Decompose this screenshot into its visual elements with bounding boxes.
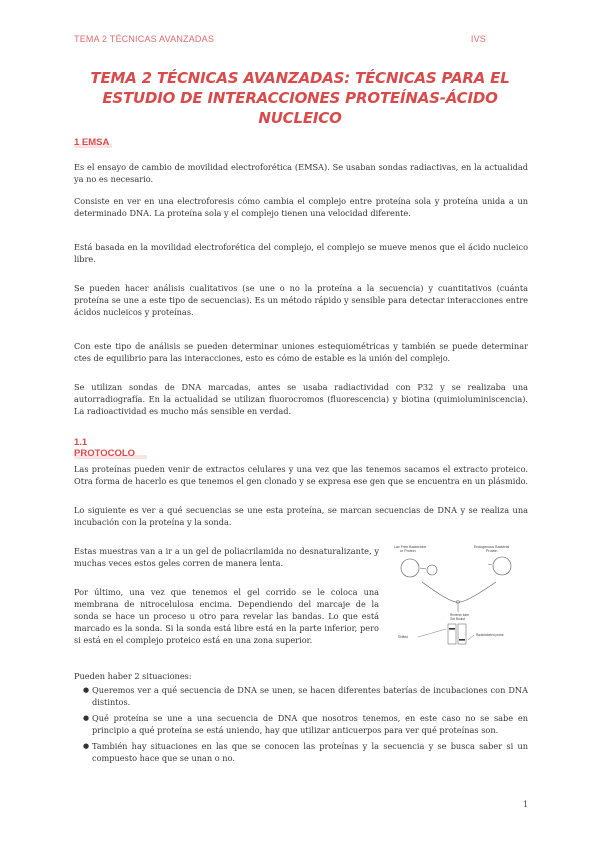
paragraph-8: Lo siguiente es ver a qué secuencias se une esta proteína, se marcan secuencias de DNA y se realiza una incubación con la proteína y la sonda. xyxy=(74,505,528,527)
gel-band-shifted xyxy=(449,628,455,630)
bullet-dot: ● xyxy=(83,742,90,750)
fig-label-right-1: Endogenous Bacterial xyxy=(474,545,510,549)
paragraph-11: Pueden haber 2 situaciones: xyxy=(74,671,192,681)
paragraph-4: Se pueden hacer análisis cualitativos (se une o no la proteína a la secuencia) y cuantitativos (cuánta proteína se une a este tipo de secuencias). Es un método rápido y sensible para detectar interacciones entre ácidos nucleicos y proteínas. xyxy=(74,283,528,317)
section-heading-emsa: 1 EMSA xyxy=(74,137,112,148)
paragraph-5: Con este tipo de análisis se pueden determinar uniones estequiométricas y también se puede determinar ctes de equilibrio para las interacciones, esto es cómo de estable es la unión del complejo. xyxy=(74,341,528,363)
paragraph-1: Es el ensayo de cambio de movilidad electroforética (EMSA). Se usaban sondas radiactivas, en la actualidad ya no es necesario. xyxy=(74,162,528,184)
fig-caption-1: Reverse tube xyxy=(450,613,469,617)
section-heading-protocolo: 1.1 PROTOCOLO xyxy=(74,437,147,459)
gel-lane-1 xyxy=(448,624,456,644)
arrow-right xyxy=(488,564,492,565)
bullet-item xyxy=(83,740,528,764)
bullet-text: Queremos ver a qué secuencia de DNA se unen, se hacen diferentes baterías de incubaciones con DNA distintos. xyxy=(92,685,528,707)
pointer-line-right xyxy=(468,635,474,640)
bullet-item xyxy=(83,684,528,708)
fig-label-bottom-left: Shifted xyxy=(398,635,408,639)
fig-label-left-1: Lac Free Bacteriobe xyxy=(394,545,427,549)
page-number: 1 xyxy=(522,800,528,809)
bullet-text: Qué proteína se une a una secuencia de DNA que nosotros tenemos, en este caso no se sabe en principio a qué proteína se está uniendo, hay que utilizar anticuerpos para ver qué proteínas son. xyxy=(92,713,528,735)
bullet-item xyxy=(83,712,528,736)
paragraph-2: Consiste en ver en una electroforesis cómo cambia el complejo entre proteína sola y proteína unida a un determinado DNA. La proteína sola y el complejo tienen una velocidad diferente. xyxy=(74,196,528,218)
running-header-right: IVS xyxy=(470,34,486,44)
bullet-text: También hay situaciones en las que se conocen las proteínas y la secuencia y se busca saber si un compuesto hace que se unan o no. xyxy=(92,741,528,763)
bullet-dot: ● xyxy=(83,714,90,722)
protein-circle xyxy=(427,565,437,575)
fig-label-bottom-right: Radiolabeled probe xyxy=(476,633,504,637)
running-header-left: TEMA 2 TÉCNICAS AVANZADAS xyxy=(74,34,215,44)
cell-circle-right xyxy=(493,557,511,575)
paragraph-10: Por último, una vez que tenemos el gel corrido se le coloca una membrana de nitrocelulosa encima. Dependiendo del marcaje de la sonda se hace un proceso u otro para revelar las bandas. Lo que está marcado es la sonda. Si la sonda está libre está en la parte inferior, pero si está en el complejo proteico está en una zona superior. xyxy=(74,587,379,645)
fig-label-left-2: or Protein xyxy=(400,549,416,553)
document-title: TEMA 2 TÉCNICAS AVANZADAS: TÉCNICAS PARA EL ESTUDIO DE INTERACCIONES PROTEÍNAS-ÁCIDO NUCLEICO xyxy=(90,69,510,127)
arrow-left xyxy=(420,568,426,569)
gel-band-free xyxy=(459,639,465,641)
pointer-line-left xyxy=(418,629,446,637)
fig-caption-2: Gel Bound xyxy=(450,617,466,621)
paragraph-9: Estas muestras van a ir a un gel de poliacrilamida no desnaturalizante, y muchas veces estos geles corren de manera lenta. xyxy=(74,546,379,568)
emsa-diagram xyxy=(392,542,524,652)
paragraph-7: Las proteínas pueden venir de extractos celulares y una vez que las tenemos sacamos el extracto proteico. Otra forma de hacerlo es que tenemos el gen clonado y se expresa ese gen que se encuentra en un plásmido. xyxy=(74,464,529,486)
convergence-curve xyxy=(422,582,496,602)
cell-circle-left xyxy=(401,559,419,577)
gel-lane-2 xyxy=(458,624,466,644)
fig-label-right-2: Protein xyxy=(486,549,498,553)
bullet-dot: ● xyxy=(83,686,90,694)
paragraph-3: Está basada en la movilidad electroforética del complejo, el complejo se mueve menos que el ácido nucleico libre. xyxy=(74,242,528,264)
paragraph-6: Se utilizan sondas de DNA marcadas, antes se usaba radiactividad con P32 y se realizaba una autorradiografía. En la actualidad se utilizan fluorocromos (fluorescencia) y biotina (quimioluminiscencia). La radioactividad es mucho más sensible en verdad. xyxy=(74,382,528,416)
